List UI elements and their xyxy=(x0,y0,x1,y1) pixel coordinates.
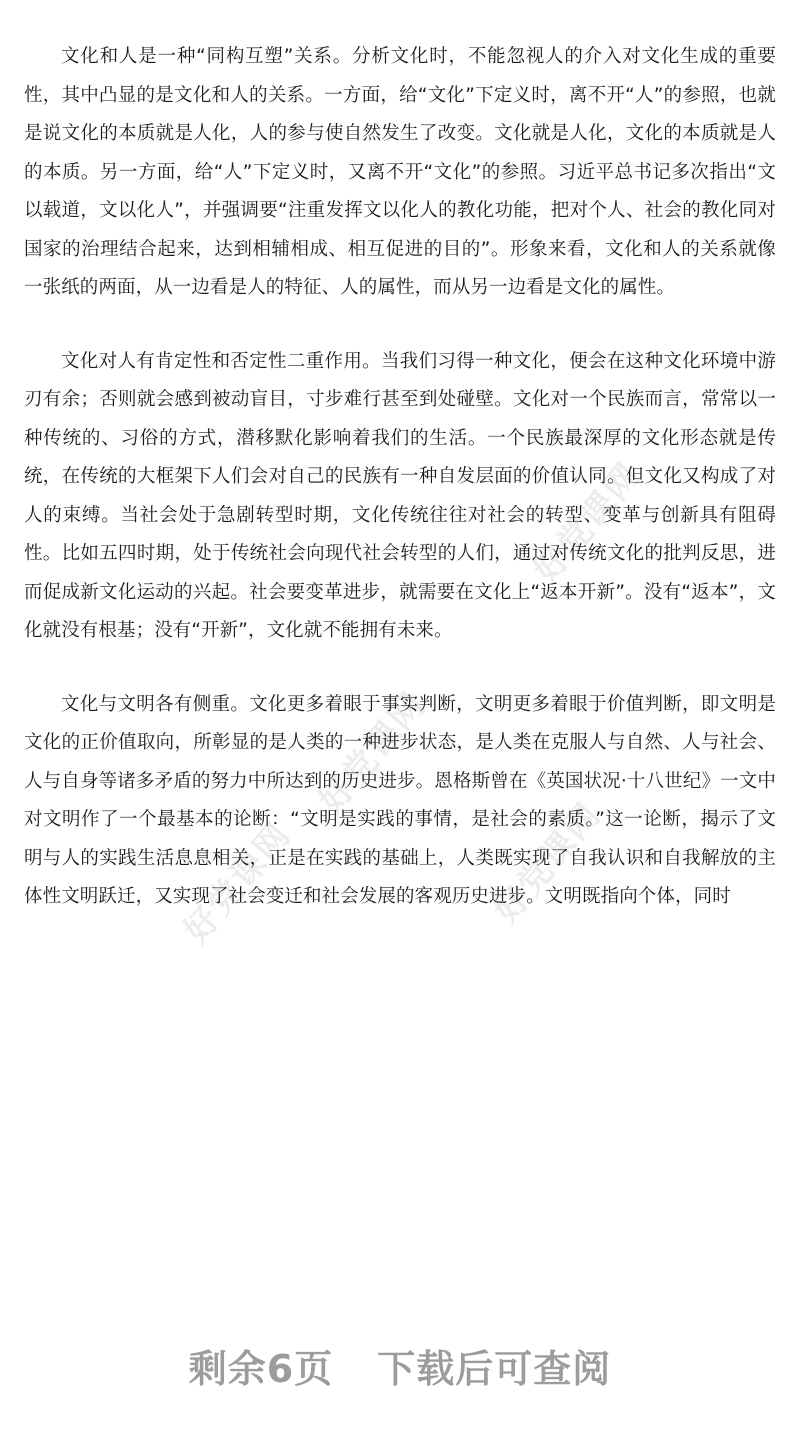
paragraph-dual-effect: 文化对人有肯定性和否定性二重作用。当我们习得一种文化，便会在这种文化环境中游刃有余；否则就会感到被动盲目，寸步难行甚至到处碰壁。文化对一个民族而言，常常以一种传统的、习俗的方式，潜移默化影响着我们的生活。一个民族最深厚的文化形态就是传统，在传统的大框架下人们会对自己的民族有一种自发层面的价值认同。但文化又构成了对人的束缚。当社会处于急剧转型时期，文化传统往往对社会的转型、变革与创新具有阻碍性。比如五四时期，处于传统社会向现代社会转型的人们，通过对传统文化的批判反思，进而促成新文化运动的兴起。社会要变革进步，就需要在文化上“返本开新”。没有“返本”，文化就没有根基；没有“开新”，文化就不能拥有未来。 xyxy=(24,350,776,641)
watermark: 好党课网 xyxy=(486,794,610,931)
watermark: 好党课网 xyxy=(176,814,300,951)
remaining-pages-label: 剩余6页 xyxy=(188,1347,334,1391)
paragraph-culture-and-people: 文化和人是一种“同构互塑”关系。分析文化时，不能忽视人的介入对文化生成的重要性，其中凸显的是文化和人的关系。一方面，给“文化”下定义时，离不开“人”的参照，也就是说文化的本质就是人化，人的参与使自然发生了改变。文化就是人化，文化的本质就是人的本质。另一方面，给“人”下定义时，又离不开“文化”的参照。习近平总书记多次指出“文以载道，文以化人”，并强调要“注重发挥文以化人的教化功能，把对个人、社会的教化同对国家的治理结合起来，达到相辅相成、相互促进的目的”。形象来看，文化和人的关系就像一张纸的两面，从一边看是人的特征、人的属性，而从另一边看是文化的属性。 xyxy=(24,46,776,298)
watermark: 好党课网 xyxy=(311,684,435,821)
watermark: 好党课网 xyxy=(526,454,650,591)
paragraph-culture-vs-civilization: 文化与文明各有侧重。文化更多着眼于事实判断，文明更多着眼于价值判断，即文明是文化的正价值取向，所彰显的是人类的一种进步状态，是人类在克服人与自然、人与社会、人与自身等诸多矛盾的努力中所达到的历史进步。恩格斯曾在《英国状况·十八世纪》一文中对文明作了一个最基本的论断：“文明是实践的事情，是社会的素质。”这一论断，揭示了文明与人的实践生活息息相关，正是在实践的基础上，人类既实现了自我认识和自我解放的主体性文明跃迁，又实现了社会变迁和社会发展的客观历史进步。文明既指向个体，同时 xyxy=(24,693,776,907)
download-to-view-label: 下载后可查阅 xyxy=(377,1347,612,1391)
download-prompt-banner[interactable] xyxy=(0,1338,800,1393)
article-body xyxy=(24,38,776,917)
